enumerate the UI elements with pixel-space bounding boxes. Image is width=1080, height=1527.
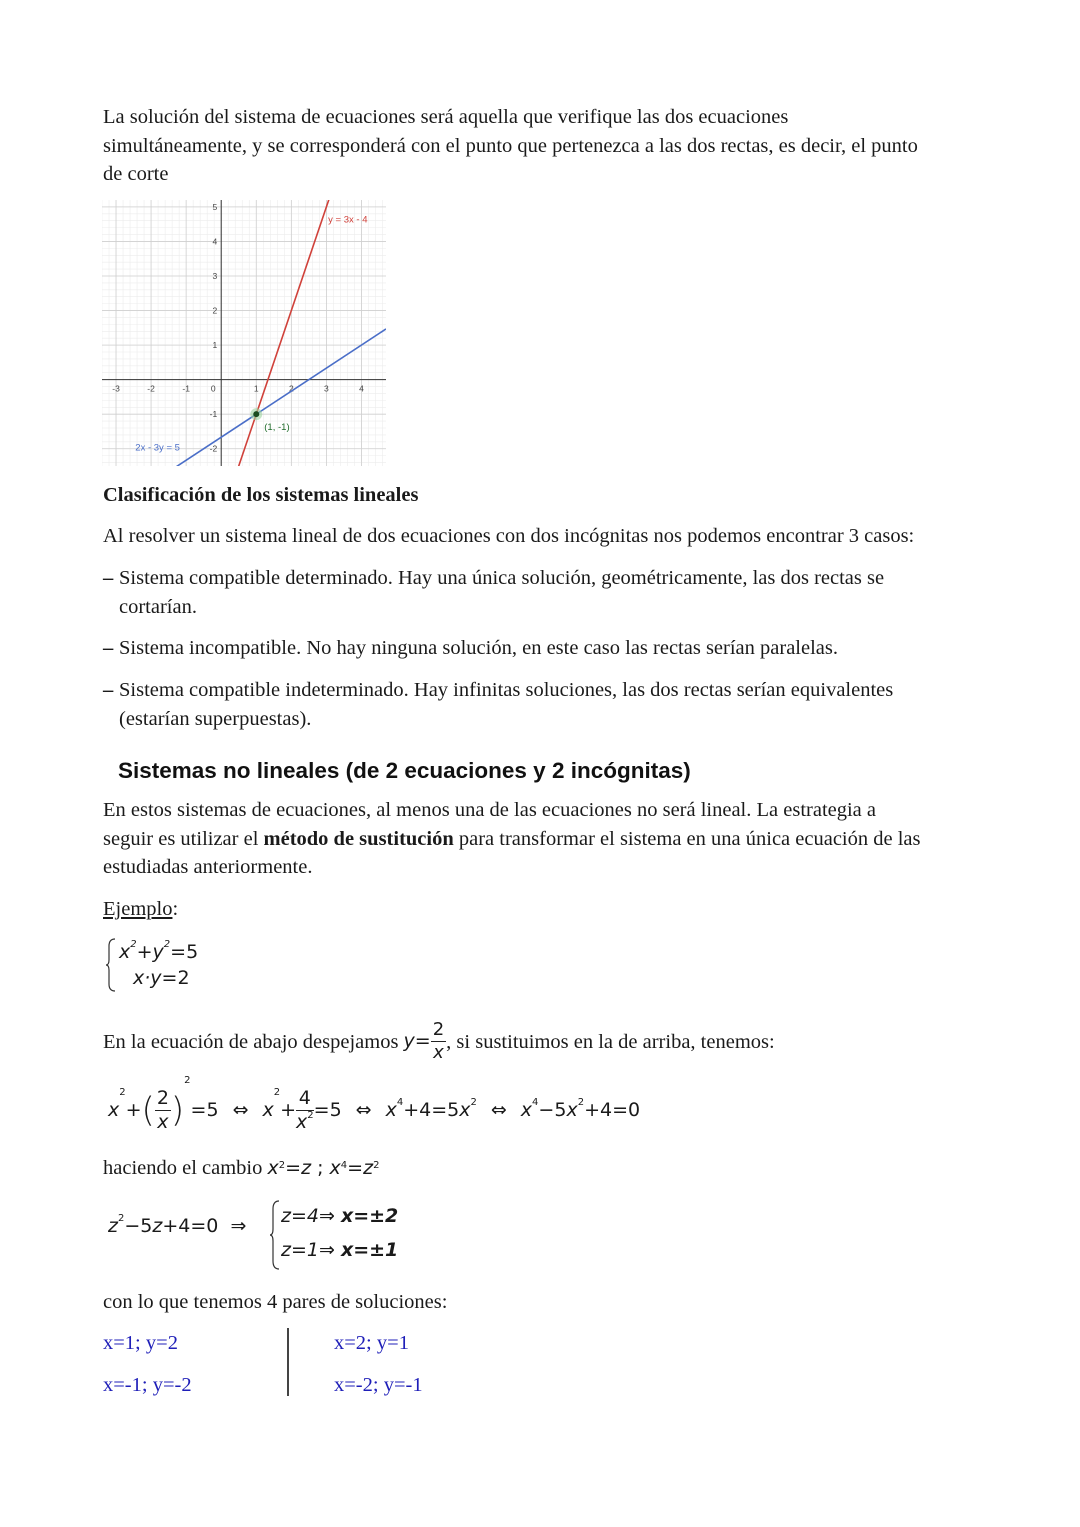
change-expression: $x^2=z$ ; $x^4=z^2$ [267,1157,380,1179]
bullet-dash: – [103,679,114,701]
equation-system [106,936,226,994]
left-brace-icon [270,1200,280,1270]
y-tick-label: 4 [212,236,218,247]
y-tick-label: 1 [212,340,218,351]
classification-title: Clasificación de los sistemas lineales [103,484,419,506]
solution-pair: x=-2; y=-1 [334,1374,423,1396]
implies-icon: ⇒ [230,1215,247,1237]
iff-icon: ⇔ [355,1099,372,1121]
iff-icon: ⇔ [490,1099,507,1121]
classification-intro: Al resolver un sistema lineal de dos ecuaciones con dos incógnitas nos podemos encontrar 3 casos: [103,525,915,547]
chain-step-4: $x^4-5x^2+4=0$ [520,1097,641,1121]
x-tick-label: 0 [210,383,216,394]
bullet-dash: – [103,637,114,659]
solution-pair: x=1; y=2 [103,1332,178,1354]
x-tick-label: 4 [359,383,364,394]
section-heading: Sistemas no lineales (de 2 ecuaciones y 2 incógnitas) [118,758,691,783]
despeje-line: En la ecuación de abajo despejamos y= $\frac{2}{x}$ , si sustituimos en la de arriba, tenemos: [103,1019,775,1063]
left-brace-icon [106,938,116,992]
x-tick-label: -1 [182,383,190,394]
intro-line-3: de corte [103,163,169,185]
point-label: (1, -1) [264,422,290,434]
system-eq-1: $x^2+y^2=5$ [119,939,199,963]
x-tick-label: 1 [253,383,259,394]
y-tick-label: -1 [209,409,218,420]
chain-step-3: $x^4+4=5x^2$ [385,1097,477,1121]
case-z-4: z=4⇒ x=±2 [281,1205,399,1227]
change-of-variable: haciendo el cambio $x^2=z$ ; $x^4=z^2$ [103,1157,380,1179]
classification-item-3: – Sistema compatible indeterminado. Hay infinitas soluciones, las dos rectas serían equivalentes (estarían superpuestas). [103,676,963,733]
intro-line-2: simultáneamente, y se corresponderá con el punto que pertenezca a las dos rectas, es decir, el punto [103,134,918,157]
example-label: Ejemplo: [103,898,179,920]
intro-paragraph [103,103,983,189]
solution-pair: x=2; y=1 [334,1332,409,1354]
bullet-dash: – [103,567,114,589]
graph-background [102,200,386,466]
chain-step-2: $x^2+$ $\frac{4}{x^2}$ =5 [262,1086,342,1133]
x-tick-label: -2 [147,383,155,394]
series-label: 2x - 3y = 5 [135,442,180,454]
nonlinear-paragraph: En estos sistemas de ecuaciones, al menos una de las ecuaciones no será lineal. La estrategia a seguir es utilizar el método de sustitución para transformar el sistema en una única ecuación de las estudiadas anteriormente. [103,799,921,878]
classification-item-2: – Sistema incompatible. No hay ninguna solución, en este caso las rectas serían paralelas. [103,634,963,663]
series-label: y = 3x - 4 [328,214,368,226]
y-tick-label: 3 [212,271,218,281]
intersection-point [253,411,259,417]
x-tick-label: 3 [324,383,329,394]
x-tick-label: 2 [288,383,294,394]
solutions-divider [287,1328,289,1396]
y-tick-label: 5 [212,201,218,212]
iff-icon: ⇔ [232,1099,249,1121]
quadratic-equation: $z^2-5z+4=0$ ⇒ [108,1213,247,1237]
bold-method: método de sustitución [263,827,454,850]
despeje-formula: y= $\frac{2}{x}$ [403,1019,445,1063]
y-tick-label: 2 [212,305,218,316]
y-tick-label: -2 [209,443,218,454]
classification-item-1: – Sistema compatible determinado. Hay una única solución, geométricamente, las dos rectas se cortarían. [103,564,963,621]
intro-line-1: La solución del sistema de ecuaciones será aquella que verifique las dos ecuaciones [103,106,789,128]
equivalence-chain [108,1074,641,1140]
solution-pair: x=-1; y=-2 [103,1374,192,1396]
x-tick-label: -3 [112,383,120,394]
solutions-intro: con lo que tenemos 4 pares de soluciones: [103,1291,448,1313]
chain-step-1: $x^2+$( $\frac{2}{x}$ )$^2$=5 [108,1074,219,1133]
system-eq-2: x·y=2 [133,967,190,989]
case-z-1: z=1⇒ x=±1 [281,1239,399,1261]
intersection-graph [102,200,386,466]
